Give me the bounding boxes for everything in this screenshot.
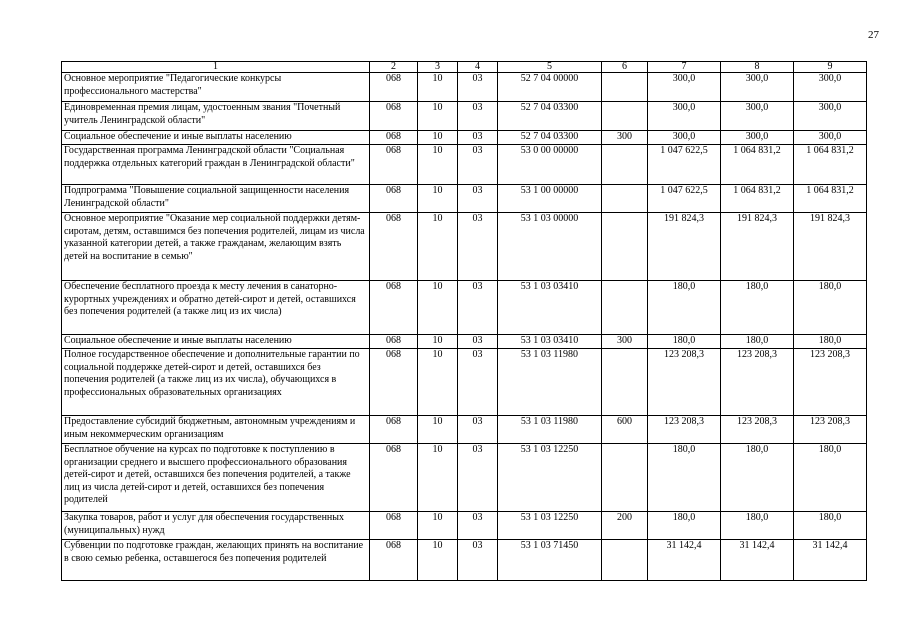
cell-target-article: 52 7 04 00000	[498, 73, 602, 102]
cell-subsection: 03	[458, 444, 498, 512]
cell-expense-type: 200	[602, 512, 648, 540]
cell-amount-col8: 191 824,3	[721, 213, 794, 281]
column-header: 5	[498, 62, 602, 73]
cell-section: 10	[418, 145, 458, 185]
cell-expense-type	[602, 185, 648, 213]
cell-section: 10	[418, 540, 458, 581]
row-name: Единовременная премия лицам, удостоенным звания "Почетный учитель Ленинградской области"	[62, 102, 370, 131]
column-header: 1	[62, 62, 370, 73]
cell-subsection: 03	[458, 335, 498, 349]
cell-amount-col9: 1 064 831,2	[794, 145, 867, 185]
cell-subsection: 03	[458, 185, 498, 213]
cell-amount-col8: 180,0	[721, 335, 794, 349]
cell-amount-col8: 300,0	[721, 102, 794, 131]
cell-amount-col8: 1 064 831,2	[721, 185, 794, 213]
cell-amount-col9: 123 208,3	[794, 349, 867, 416]
cell-expense-type	[602, 145, 648, 185]
cell-target-article: 53 1 03 12250	[498, 512, 602, 540]
cell-amount-col9: 1 064 831,2	[794, 185, 867, 213]
cell-amount-col9: 300,0	[794, 73, 867, 102]
table-row	[62, 540, 867, 581]
table-row	[62, 512, 867, 540]
table-row	[62, 444, 867, 512]
cell-amount-col7: 123 208,3	[648, 416, 721, 444]
cell-amount-col9: 123 208,3	[794, 416, 867, 444]
cell-expense-type: 300	[602, 131, 648, 145]
cell-subsection: 03	[458, 281, 498, 335]
table-row	[62, 185, 867, 213]
cell-amount-col8: 31 142,4	[721, 540, 794, 581]
cell-ministry-code: 068	[370, 281, 418, 335]
cell-amount-col7: 123 208,3	[648, 349, 721, 416]
row-name: Социальное обеспечение и иные выплаты населению	[62, 131, 370, 145]
cell-amount-col9: 300,0	[794, 102, 867, 131]
cell-amount-col7: 191 824,3	[648, 213, 721, 281]
table-row	[62, 281, 867, 335]
cell-section: 10	[418, 512, 458, 540]
cell-expense-type	[602, 444, 648, 512]
cell-subsection: 03	[458, 512, 498, 540]
cell-ministry-code: 068	[370, 335, 418, 349]
row-name: Бесплатное обучение на курсах по подготовке к поступлению в организации среднего и высшего профессионального образования детей-сирот и детей, оставшихся без попечения родителей, а также лиц из числа детей-сирот и детей, оставшихся без попечения родителей	[62, 444, 370, 512]
cell-ministry-code: 068	[370, 185, 418, 213]
cell-expense-type: 300	[602, 335, 648, 349]
cell-target-article: 53 1 00 00000	[498, 185, 602, 213]
cell-amount-col8: 300,0	[721, 131, 794, 145]
cell-ministry-code: 068	[370, 102, 418, 131]
column-header: 9	[794, 62, 867, 73]
table-row	[62, 335, 867, 349]
cell-ministry-code: 068	[370, 540, 418, 581]
column-header: 6	[602, 62, 648, 73]
cell-amount-col8: 180,0	[721, 444, 794, 512]
cell-expense-type	[602, 213, 648, 281]
row-name: Государственная программа Ленинградской области "Социальная поддержка отдельных категорий граждан в Ленинградской области"	[62, 145, 370, 185]
row-name: Основное мероприятие "Оказание мер социальной поддержки детям-сиротам, детям, оставшимся без попечения родителей, лицам из числа указанной категории детей, а также гражданам, желающим взять детей на воспитание в семью"	[62, 213, 370, 281]
cell-ministry-code: 068	[370, 512, 418, 540]
cell-amount-col8: 123 208,3	[721, 416, 794, 444]
cell-expense-type	[602, 540, 648, 581]
cell-subsection: 03	[458, 145, 498, 185]
cell-amount-col9: 180,0	[794, 281, 867, 335]
cell-subsection: 03	[458, 416, 498, 444]
cell-section: 10	[418, 73, 458, 102]
cell-amount-col7: 180,0	[648, 512, 721, 540]
cell-section: 10	[418, 349, 458, 416]
cell-ministry-code: 068	[370, 131, 418, 145]
cell-amount-col7: 1 047 622,5	[648, 185, 721, 213]
cell-target-article: 53 1 03 12250	[498, 444, 602, 512]
cell-expense-type	[602, 349, 648, 416]
cell-subsection: 03	[458, 540, 498, 581]
cell-expense-type	[602, 281, 648, 335]
table-row	[62, 131, 867, 145]
column-header: 2	[370, 62, 418, 73]
row-name: Полное государственное обеспечение и дополнительные гарантии по социальной поддержке детей-сирот и детей, оставшихся без попечения родителей (а также лиц из их числа), обучающихся в профессиональных образовательных организациях	[62, 349, 370, 416]
cell-target-article: 53 1 03 03410	[498, 281, 602, 335]
cell-amount-col7: 1 047 622,5	[648, 145, 721, 185]
column-header: 7	[648, 62, 721, 73]
cell-subsection: 03	[458, 349, 498, 416]
cell-amount-col7: 300,0	[648, 131, 721, 145]
cell-amount-col9: 180,0	[794, 444, 867, 512]
cell-ministry-code: 068	[370, 145, 418, 185]
cell-subsection: 03	[458, 73, 498, 102]
table-row	[62, 102, 867, 131]
cell-target-article: 52 7 04 03300	[498, 102, 602, 131]
table-row	[62, 213, 867, 281]
row-name: Социальное обеспечение и иные выплаты населению	[62, 335, 370, 349]
cell-section: 10	[418, 416, 458, 444]
cell-amount-col7: 300,0	[648, 73, 721, 102]
cell-target-article: 53 1 03 03410	[498, 335, 602, 349]
cell-amount-col7: 180,0	[648, 281, 721, 335]
cell-amount-col8: 123 208,3	[721, 349, 794, 416]
cell-amount-col8: 180,0	[721, 281, 794, 335]
cell-target-article: 53 1 03 11980	[498, 349, 602, 416]
cell-ministry-code: 068	[370, 444, 418, 512]
cell-ministry-code: 068	[370, 213, 418, 281]
table-row	[62, 416, 867, 444]
cell-amount-col9: 180,0	[794, 512, 867, 540]
cell-amount-col8: 1 064 831,2	[721, 145, 794, 185]
row-name: Обеспечение бесплатного проезда к месту лечения в санаторно-курортных учреждениях и обратно детей-сирот и детей, оставшихся без попечения родителей (а также лиц из их числа)	[62, 281, 370, 335]
table-row	[62, 145, 867, 185]
column-header: 3	[418, 62, 458, 73]
cell-expense-type	[602, 102, 648, 131]
cell-amount-col9: 180,0	[794, 335, 867, 349]
cell-section: 10	[418, 281, 458, 335]
column-header: 4	[458, 62, 498, 73]
cell-ministry-code: 068	[370, 416, 418, 444]
cell-section: 10	[418, 444, 458, 512]
cell-subsection: 03	[458, 102, 498, 131]
cell-section: 10	[418, 131, 458, 145]
cell-subsection: 03	[458, 213, 498, 281]
cell-target-article: 53 1 03 00000	[498, 213, 602, 281]
cell-amount-col9: 191 824,3	[794, 213, 867, 281]
cell-amount-col7: 180,0	[648, 335, 721, 349]
cell-subsection: 03	[458, 131, 498, 145]
cell-section: 10	[418, 213, 458, 281]
cell-amount-col7: 180,0	[648, 444, 721, 512]
cell-target-article: 53 0 00 00000	[498, 145, 602, 185]
row-name: Подпрограмма "Повышение социальной защищенности населения Ленинградской области"	[62, 185, 370, 213]
column-header: 8	[721, 62, 794, 73]
row-name: Основное мероприятие "Педагогические конкурсы профессионального мастерства"	[62, 73, 370, 102]
cell-section: 10	[418, 102, 458, 131]
cell-target-article: 53 1 03 11980	[498, 416, 602, 444]
table-row	[62, 349, 867, 416]
cell-amount-col9: 31 142,4	[794, 540, 867, 581]
cell-ministry-code: 068	[370, 349, 418, 416]
cell-ministry-code: 068	[370, 73, 418, 102]
cell-target-article: 53 1 03 71450	[498, 540, 602, 581]
row-name: Субвенции по подготовке граждан, желающих принять на воспитание в свою семью ребенка, оставшегося без попечения родителей	[62, 540, 370, 581]
cell-section: 10	[418, 185, 458, 213]
table-row	[62, 73, 867, 102]
cell-target-article: 52 7 04 03300	[498, 131, 602, 145]
cell-section: 10	[418, 335, 458, 349]
table-header-row	[62, 62, 867, 73]
cell-expense-type: 600	[602, 416, 648, 444]
cell-amount-col7: 31 142,4	[648, 540, 721, 581]
page-number: 27	[868, 29, 879, 41]
budget-table	[61, 61, 867, 581]
row-name: Закупка товаров, работ и услуг для обеспечения государственных (муниципальных) нужд	[62, 512, 370, 540]
cell-expense-type	[602, 73, 648, 102]
cell-amount-col9: 300,0	[794, 131, 867, 145]
cell-amount-col8: 180,0	[721, 512, 794, 540]
cell-amount-col8: 300,0	[721, 73, 794, 102]
row-name: Предоставление субсидий бюджетным, автономным учреждениям и иным некоммерческим организациям	[62, 416, 370, 444]
cell-amount-col7: 300,0	[648, 102, 721, 131]
